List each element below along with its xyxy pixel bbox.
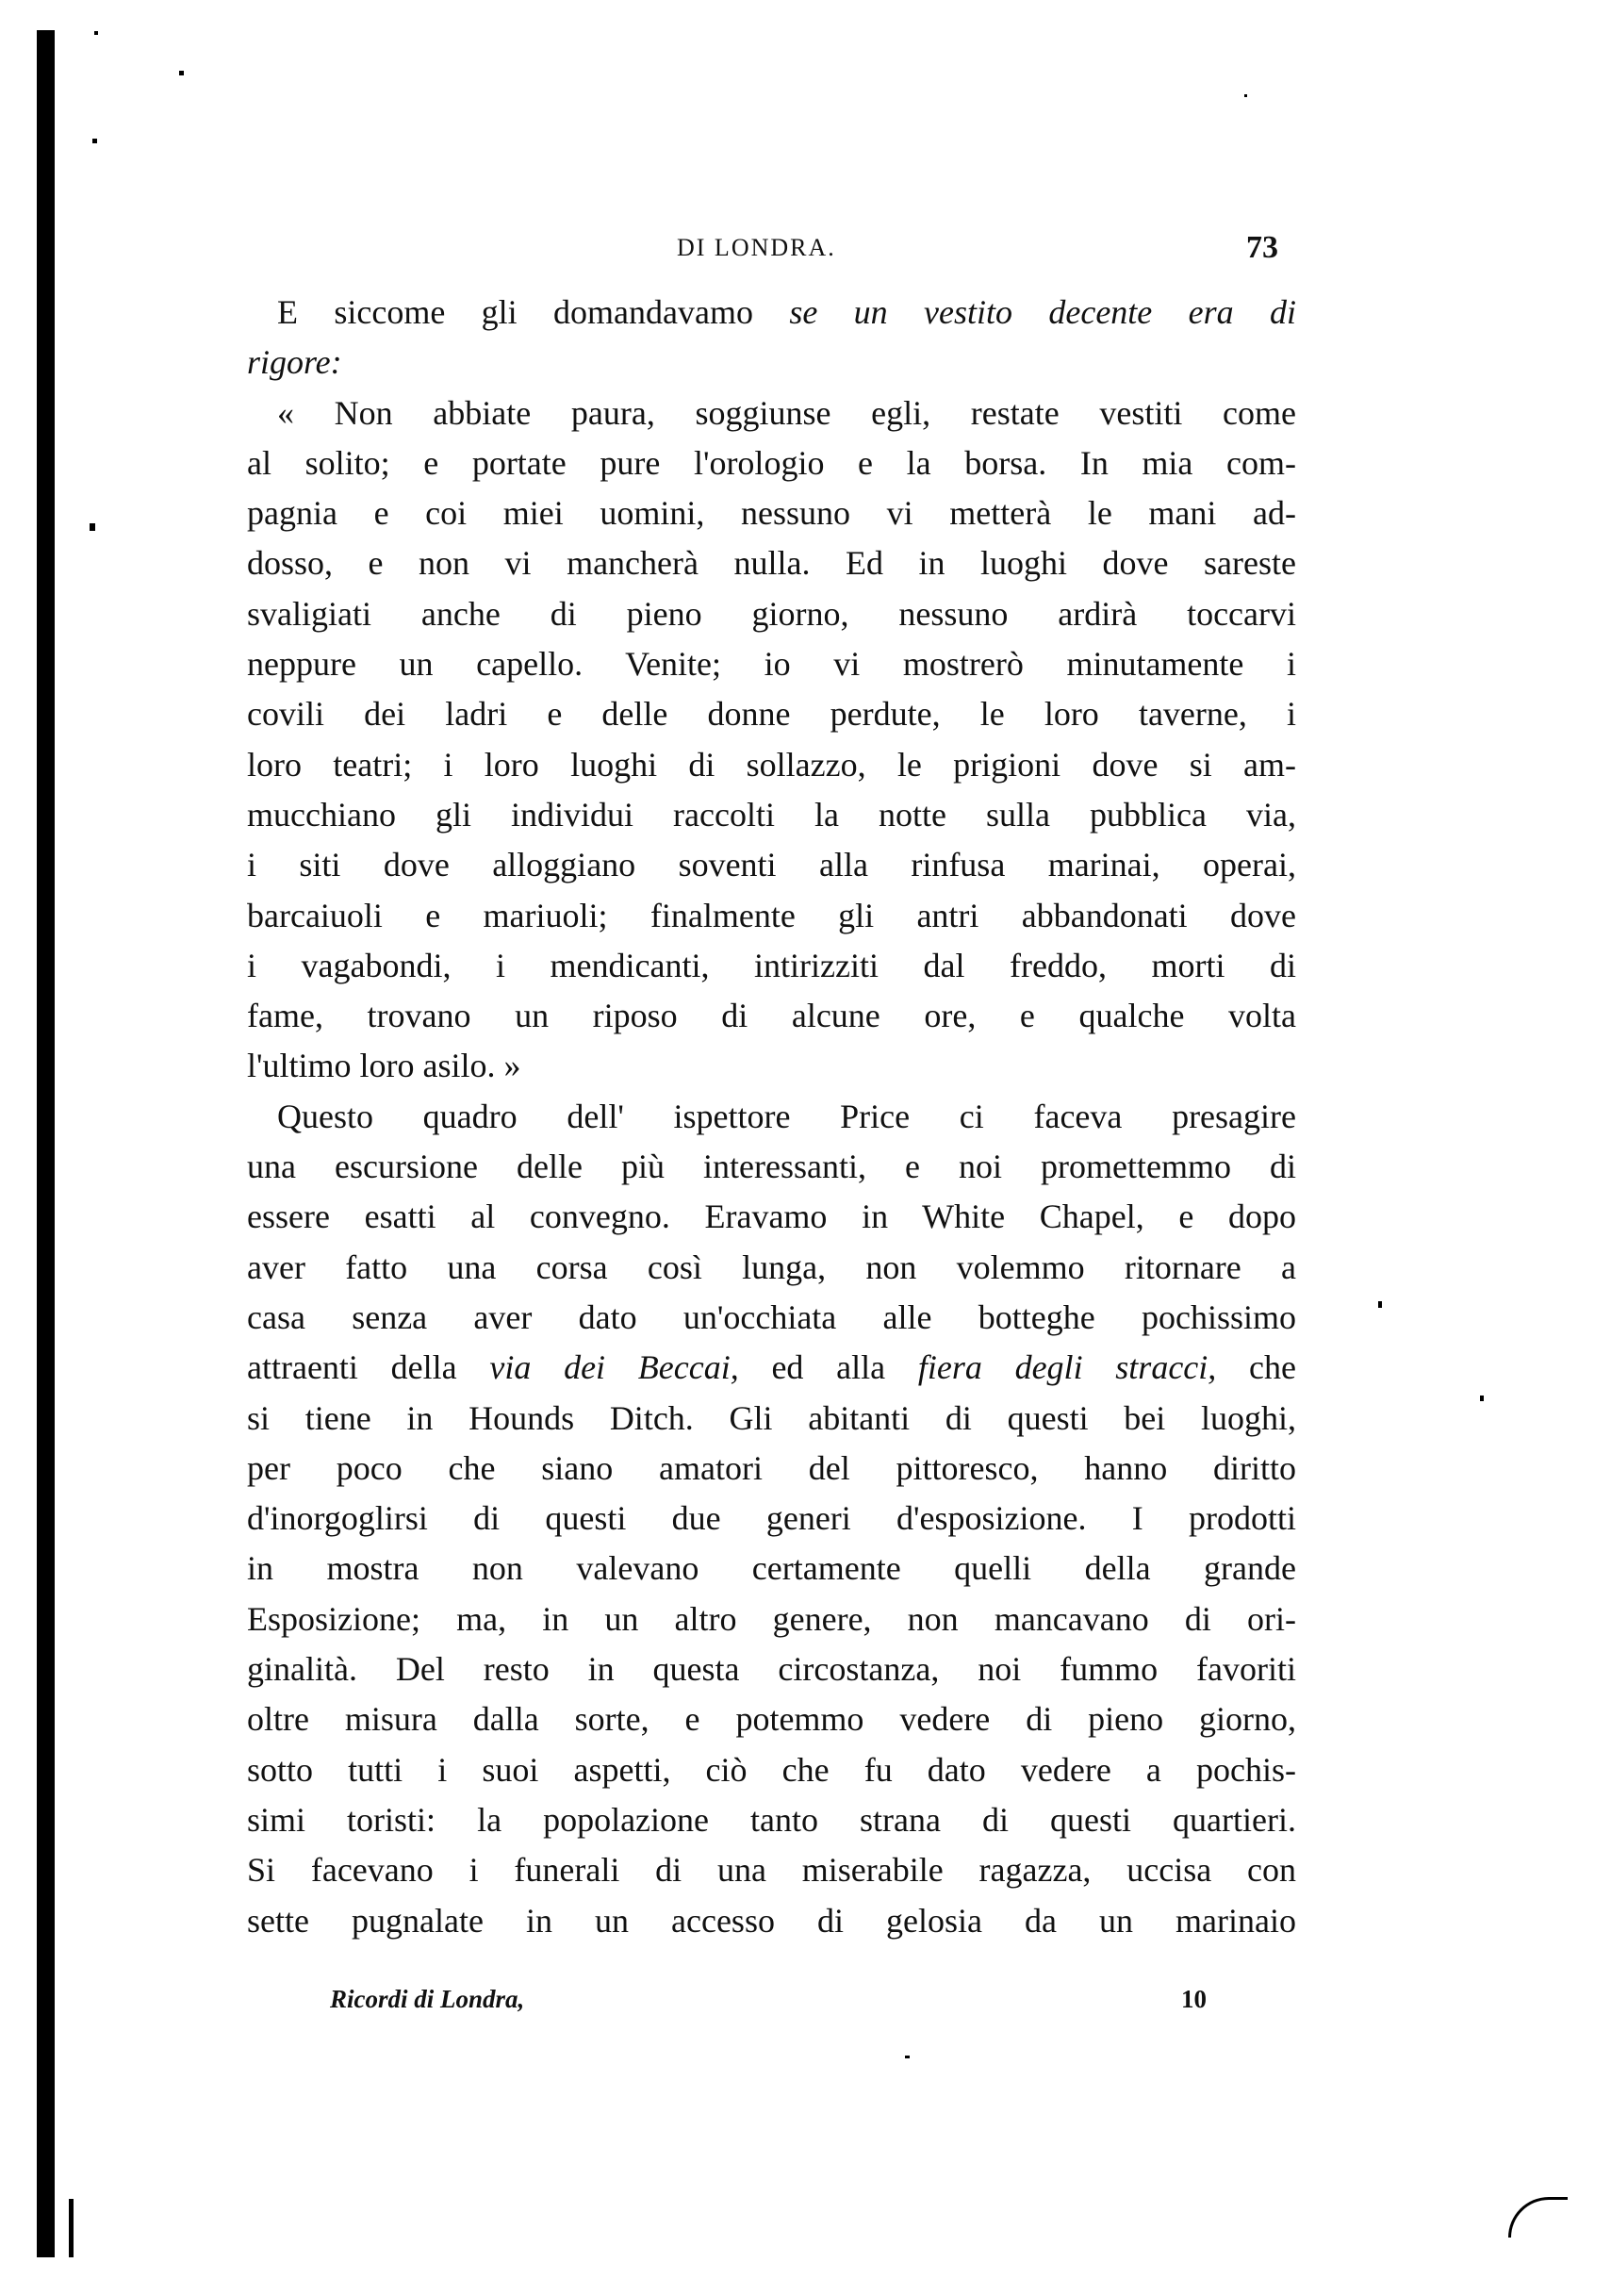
text-line <box>247 288 1296 338</box>
italic-text: se un vestito decente era di <box>789 293 1296 331</box>
text-line <box>247 1092 1296 1142</box>
italic-text: via dei Beccai, <box>489 1348 739 1387</box>
text-line <box>247 1896 1296 1946</box>
text-run: l'ultimo loro asilo. » <box>247 1047 521 1085</box>
text-line <box>247 941 1296 991</box>
scan-binding-edge <box>37 30 55 2257</box>
text-line <box>247 740 1296 790</box>
text-line <box>247 1142 1296 1192</box>
text-run: ginalità. Del resto in questa circostanza, noi fummo favoriti <box>247 1650 1296 1689</box>
footer-signature-title: Ricordi di Londra, <box>330 1985 525 2013</box>
text-run: in mostra non valevano certamente quelli della grande <box>247 1549 1296 1588</box>
scan-speck <box>1480 1396 1484 1401</box>
text-line <box>247 1845 1296 1895</box>
text-line <box>247 840 1296 890</box>
text-run: i vagabondi, i mendicanti, intirizziti dal freddo, morti di <box>247 946 1296 984</box>
text-run: ed alla <box>738 1348 918 1387</box>
text-run: Questo quadro dell' ispettore Price ci faceva presagire <box>277 1097 1296 1135</box>
text-run: al solito; e portate pure l'orologio e la borsa. In mia com- <box>247 443 1296 482</box>
scan-speck <box>179 71 184 75</box>
italic-text: fiera degli stracci, <box>917 1348 1217 1387</box>
text-line <box>247 1293 1296 1343</box>
text-line <box>247 1745 1296 1795</box>
scan-speck <box>1244 94 1247 97</box>
text-run: una escursione delle più interessanti, e noi promettemmo di <box>247 1148 1296 1186</box>
scan-pen-mark <box>1508 2197 1568 2238</box>
scan-binding-mark <box>69 2199 74 2257</box>
text-run: che <box>1216 1348 1296 1387</box>
scan-speck <box>94 31 98 35</box>
text-line <box>247 1192 1296 1242</box>
text-line <box>247 538 1296 588</box>
text-line <box>247 589 1296 639</box>
text-run: sette pugnalate in un accesso di gelosia da un marinaio <box>247 1901 1296 1940</box>
text-run: oltre misura dalla sorte, e potemmo vedere di pieno giorno, <box>247 1700 1296 1739</box>
text-run: covili dei ladri e delle donne perdute, le loro taverne, i <box>247 695 1296 734</box>
text-line <box>247 438 1296 488</box>
text-line <box>247 338 1296 388</box>
text-line <box>247 1243 1296 1293</box>
text-run: d'inorgoglirsi di questi due generi d'esposizione. I prodotti <box>247 1499 1296 1538</box>
italic-text: rigore: <box>247 343 342 382</box>
text-run: mucchiano gli individui raccolti la notte sulla pubblica via, <box>247 795 1296 834</box>
page-number: 73 <box>1246 230 1278 265</box>
text-line <box>247 1444 1296 1494</box>
text-line <box>247 991 1296 1041</box>
text-line <box>247 1041 1296 1091</box>
text-line <box>247 1494 1296 1544</box>
text-run: attraenti della <box>247 1348 490 1387</box>
text-run: i siti dove alloggiano soventi alla rinfusa marinai, operai, <box>247 846 1296 884</box>
scan-speck <box>92 139 97 143</box>
text-line <box>247 1795 1296 1845</box>
text-run: « Non abbiate paura, soggiunse egli, restate vestiti come <box>277 393 1296 432</box>
text-line <box>247 1594 1296 1644</box>
text-line <box>247 689 1296 739</box>
text-run: barcaiuoli e mariuoli; finalmente gli antri abbandonati dove <box>247 896 1296 934</box>
text-run: pagnia e coi miei uomini, nessuno vi metterà le mani ad- <box>247 494 1296 533</box>
text-run: per poco che siano amatori del pittoresco, hanno diritto <box>247 1448 1296 1487</box>
text-line <box>247 1394 1296 1444</box>
text-line <box>247 1343 1296 1393</box>
text-run: E siccome gli domandavamo <box>277 293 790 331</box>
text-line <box>247 639 1296 689</box>
text-run: sotto tutti i suoi aspetti, ciò che fu dato vedere a pochis- <box>247 1750 1296 1789</box>
text-line <box>247 1644 1296 1694</box>
text-run: fame, trovano un riposo di alcune ore, e qualche volta <box>247 997 1296 1035</box>
text-run: svaligiati anche di pieno giorno, nessuno ardirà toccarvi <box>247 594 1296 633</box>
text-line <box>247 488 1296 538</box>
text-line <box>247 1544 1296 1594</box>
running-head: DI LONDRA. <box>677 234 836 261</box>
text-line <box>247 790 1296 840</box>
text-run: si tiene in Hounds Ditch. Gli abitanti di questi bei luoghi, <box>247 1398 1296 1437</box>
text-run: casa senza aver dato un'occhiata alle botteghe pochissimo <box>247 1297 1296 1336</box>
text-run: essere esatti al convegno. Eravamo in White Chapel, e dopo <box>247 1198 1296 1236</box>
footer-signature-number: 10 <box>1181 1985 1207 2013</box>
text-line <box>247 1694 1296 1744</box>
text-run: loro teatri; i loro luoghi di sollazzo, le prigioni dove si am- <box>247 745 1296 784</box>
text-run: dosso, e non vi mancherà nulla. Ed in luoghi dove sareste <box>247 544 1296 583</box>
text-run: Esposizione; ma, in un altro genere, non mancavano di ori- <box>247 1599 1296 1638</box>
text-line <box>247 891 1296 941</box>
text-run: simi toristi: la popolazione tanto strana di questi quartieri. <box>247 1800 1296 1839</box>
text-run: Si facevano i funerali di una miserabile ragazza, uccisa con <box>247 1851 1296 1890</box>
scan-speck <box>905 2056 910 2058</box>
text-run: aver fatto una corsa così lunga, non volemmo ritornare a <box>247 1247 1296 1286</box>
text-line <box>247 388 1296 438</box>
scan-speck <box>1378 1301 1382 1308</box>
body-text <box>247 288 1296 1946</box>
scan-speck <box>90 523 95 531</box>
text-run: neppure un capello. Venite; io vi mostrerò minutamente i <box>247 645 1296 684</box>
